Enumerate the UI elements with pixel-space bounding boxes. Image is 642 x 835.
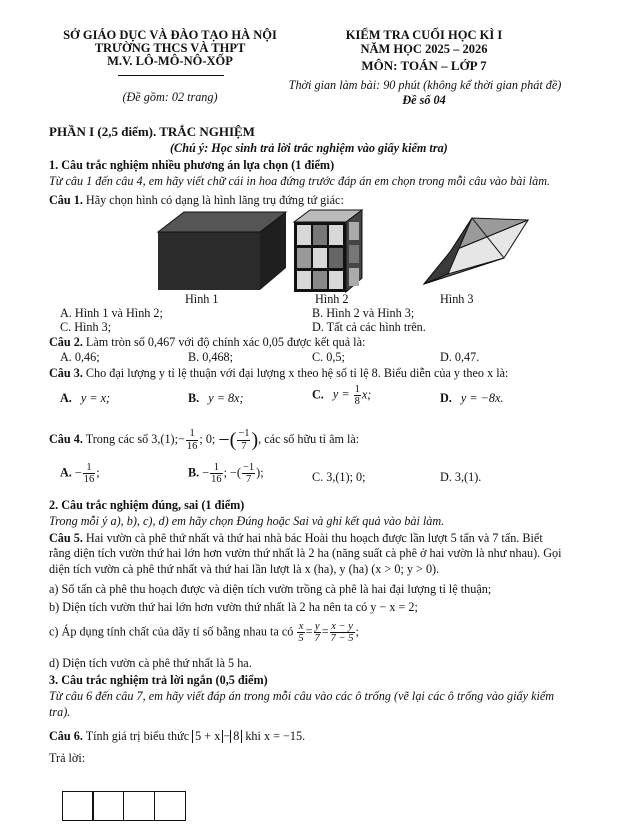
q4-option-b-end: ); xyxy=(256,465,264,480)
question-1-text: Hãy chọn hình có dạng là hình lăng trụ đứng tứ giác: xyxy=(85,193,344,207)
q3-option-d-letter: D. xyxy=(440,391,452,405)
time-limit: Thời gian làm bài: 90 phút (không kể thời gian phát đề) xyxy=(288,78,562,92)
q1-option-b: B. Hình 2 và Hình 3; xyxy=(312,306,415,320)
q3-option-c-post: x; xyxy=(361,387,372,402)
q4-option-a-fraction: $\frac{1}{16}$ xyxy=(83,462,95,486)
q1-option-a: A. Hình 1 và Hình 2; xyxy=(60,306,163,320)
question-5-line-2: rằng diện tích vườn thứ hai lớn hơn vườn thứ nhất là 2 ha (năng suất cà phê ở hai vườn là như nhau). Gọi xyxy=(49,546,562,560)
answer-label: Trả lời: xyxy=(49,751,86,765)
q3-option-b-letter: B. xyxy=(188,391,200,405)
q4-option-d: D. 3,(1). xyxy=(440,470,482,484)
q4-option-b-letter: B. xyxy=(188,465,200,480)
department-name: SỞ GIÁO DỤC VÀ ĐÀO TẠO HÀ NỘI xyxy=(63,28,277,42)
q5-equals-2: = xyxy=(321,624,329,639)
q3-option-a-letter: A. xyxy=(60,391,72,405)
answer-box[interactable] xyxy=(92,791,124,821)
question-4-post: , các số hữu tỉ âm là: xyxy=(258,431,360,446)
figure-3-caption: Hình 3 xyxy=(440,292,474,306)
q4-option-a-end: ; xyxy=(96,465,100,480)
q5-statement-a: a) Số tấn cà phê thu hoạch được và diện tích vườn trồng cà phê là hai đại lượng tỉ lệ thuận; xyxy=(49,582,492,596)
part1-note: (Chú ý: Học sinh trả lời trắc nghiệm vào giấy kiểm tra) xyxy=(170,141,448,155)
q5-statement-b: b) Diện tích vườn thứ hai lớn hơn vườn thứ nhất là 2 ha nên ta có y − x = 2; xyxy=(49,600,418,614)
question-6 xyxy=(49,729,305,744)
question-5-line-1 xyxy=(49,531,543,546)
question-6-label: Câu 6. xyxy=(49,729,83,743)
q2-option-c: C. 0,5; xyxy=(312,350,345,364)
header-divider xyxy=(118,75,224,76)
q3-option-c-letter: C. xyxy=(312,387,324,402)
question-6-pre: Tính giá trị biểu thức xyxy=(85,729,190,743)
q4-option-c: C. 3,(1); 0; xyxy=(312,470,366,484)
q2-option-b: B. 0,468; xyxy=(188,350,234,364)
q3-option-b xyxy=(188,391,244,406)
section1-title: 1. Câu trắc nghiệm nhiều phương án lựa chọn (1 điểm) xyxy=(49,158,335,172)
question-4-minus: − xyxy=(178,431,185,446)
exam-title: KIỂM TRA CUỐI HỌC KÌ I xyxy=(345,28,503,42)
section2-title: 2. Câu trắc nghiệm đúng, sai (1 điểm) xyxy=(49,498,245,512)
question-5-label: Câu 5. xyxy=(49,531,83,545)
q5-statement-c xyxy=(49,621,359,644)
q3-option-d-text: y = −8x. xyxy=(460,391,504,405)
answer-box[interactable] xyxy=(123,791,155,821)
section3-instruction-line1: Từ câu 6 đến câu 7, em hãy viết đáp án trong mỗi câu vào các ô trống (vẽ lại các ô trống vào giấy kiểm xyxy=(49,689,555,703)
question-6-abs-1: 5 + x xyxy=(192,730,223,743)
school-name-line2: M.V. LÔ-MÔ-NÔ-XỐP xyxy=(107,54,233,68)
q3-option-a-text: y = x; xyxy=(80,391,111,405)
q3-option-b-text: y = 8x; xyxy=(208,391,244,405)
question-1-label: Câu 1. xyxy=(49,193,83,207)
question-4-label: Câu 4. xyxy=(49,431,83,446)
question-5-line-3: diện tích vườn cà phê thứ nhất và thứ hai lần lượt là x (ha), y (ha) (x > 0; y > 0). xyxy=(49,562,440,576)
q3-option-c-pre: y = xyxy=(332,387,350,402)
q5-fraction-diff: $\frac{x - y}{7 - 5}$ xyxy=(330,621,354,645)
q4-option-a xyxy=(60,462,100,485)
q4-option-b-minus: − xyxy=(202,465,210,480)
q3-option-a xyxy=(60,391,110,406)
part1-title: PHẦN I (2,5 điểm). TRẮC NGHIỆM xyxy=(49,124,255,139)
q4-option-b-fraction-2: $\frac{-1}{7}$ xyxy=(242,462,255,486)
question-4-number-1: 3,(1); xyxy=(151,431,179,446)
q4-option-b-mid: ; −( xyxy=(223,465,241,480)
question-6-abs-2: 8 xyxy=(230,730,242,743)
subject: MÔN: TOÁN – LỚP 7 xyxy=(361,58,487,73)
question-3-text: Cho đại lượng y tỉ lệ thuận với đại lượng x theo hệ số tỉ lệ 8. Biểu diễn của y theo x là: xyxy=(85,366,509,380)
q1-option-d: D. Tất cả các hình trên. xyxy=(312,320,426,334)
question-3-label: Câu 3. xyxy=(49,366,83,380)
school-name-line1: TRƯỜNG THCS VÀ THPT xyxy=(94,41,246,55)
question-4 xyxy=(49,428,359,452)
q4-option-a-letter: A. xyxy=(60,465,72,480)
q3-option-c-fraction: $\frac{1}{8}$ xyxy=(354,384,360,408)
section3-title: 3. Câu trắc nghiệm trả lời ngắn (0,5 điểm) xyxy=(49,673,268,687)
question-1 xyxy=(49,193,344,208)
q5-statement-d: d) Diện tích vườn cà phê thứ nhất là 5 ha. xyxy=(49,656,252,670)
answer-box[interactable] xyxy=(62,791,94,821)
q5-statement-c-text: c) Áp dụng tính chất của dãy tỉ số bằng nhau ta có xyxy=(49,624,294,639)
answer-boxes xyxy=(63,791,186,821)
q4-option-a-minus: − xyxy=(74,465,82,480)
question-4-pre: Trong các số xyxy=(85,431,149,446)
page-count: (Đề gồm: 02 trang) xyxy=(122,90,218,104)
q2-option-a: A. 0,46; xyxy=(60,350,100,364)
q2-option-d: D. 0,47. xyxy=(440,350,480,364)
section2-instruction: Trong mỗi ý a), b), c), d) em hãy chọn Đúng hoặc Sai và ghi kết quả vào bài làm. xyxy=(49,514,445,528)
figure-3-triangular-prism xyxy=(420,212,532,290)
question-6-minus: − xyxy=(223,729,231,743)
q4-option-b-fraction-1: $\frac{1}{16}$ xyxy=(211,462,222,486)
exam-code: Đề số 04 xyxy=(402,93,446,107)
question-6-post: khi x = −15. xyxy=(245,729,306,743)
question-4-fraction-1: $\frac{1}{16}$ xyxy=(186,428,198,452)
q1-option-c: C. Hình 3; xyxy=(60,320,112,334)
question-4-fraction-2: $\frac{-1}{7}$ xyxy=(238,428,250,452)
question-4-open-paren: −( xyxy=(218,429,237,451)
q3-option-c xyxy=(312,384,371,407)
question-3 xyxy=(49,366,508,381)
q5-statement-c-end: ; xyxy=(355,624,359,639)
school-year: NĂM HỌC 2025 – 2026 xyxy=(360,42,488,56)
question-2-text: Làm tròn số 0,467 với độ chính xác 0,05 được kết quả là: xyxy=(85,335,366,349)
q5-fraction-x-5: $\frac{x}{5}$ xyxy=(298,621,304,645)
question-2-label: Câu 2. xyxy=(49,335,83,349)
figure-2-rubik-cube xyxy=(290,208,366,294)
question-2 xyxy=(49,335,365,350)
section1-instruction: Từ câu 1 đến câu 4, em hãy viết chữ cái in hoa đứng trước đáp án em chọn trong mỗi câu vào bài làm. xyxy=(49,174,551,188)
answer-box[interactable] xyxy=(154,791,186,821)
q5-fraction-y-7: $\frac{y}{7}$ xyxy=(314,621,320,645)
q4-option-b xyxy=(188,462,264,485)
question-4-close-paren: ) xyxy=(251,429,259,451)
question-4-number-2: ; 0; xyxy=(199,431,216,446)
q5-equals-1: = xyxy=(305,624,313,639)
section3-instruction-line2: tra). xyxy=(49,705,71,719)
question-5-text-1: Hai vườn cà phê thứ nhất và thứ hai nhà bác Hoài thu hoạch được lần lượt 5 tấn và 7 tấn. Biết xyxy=(85,531,543,545)
figure-1-dark-prism xyxy=(150,210,290,292)
figure-2-caption: Hình 2 xyxy=(315,292,349,306)
q3-option-d xyxy=(440,391,503,406)
figure-1-caption: Hình 1 xyxy=(185,292,219,306)
